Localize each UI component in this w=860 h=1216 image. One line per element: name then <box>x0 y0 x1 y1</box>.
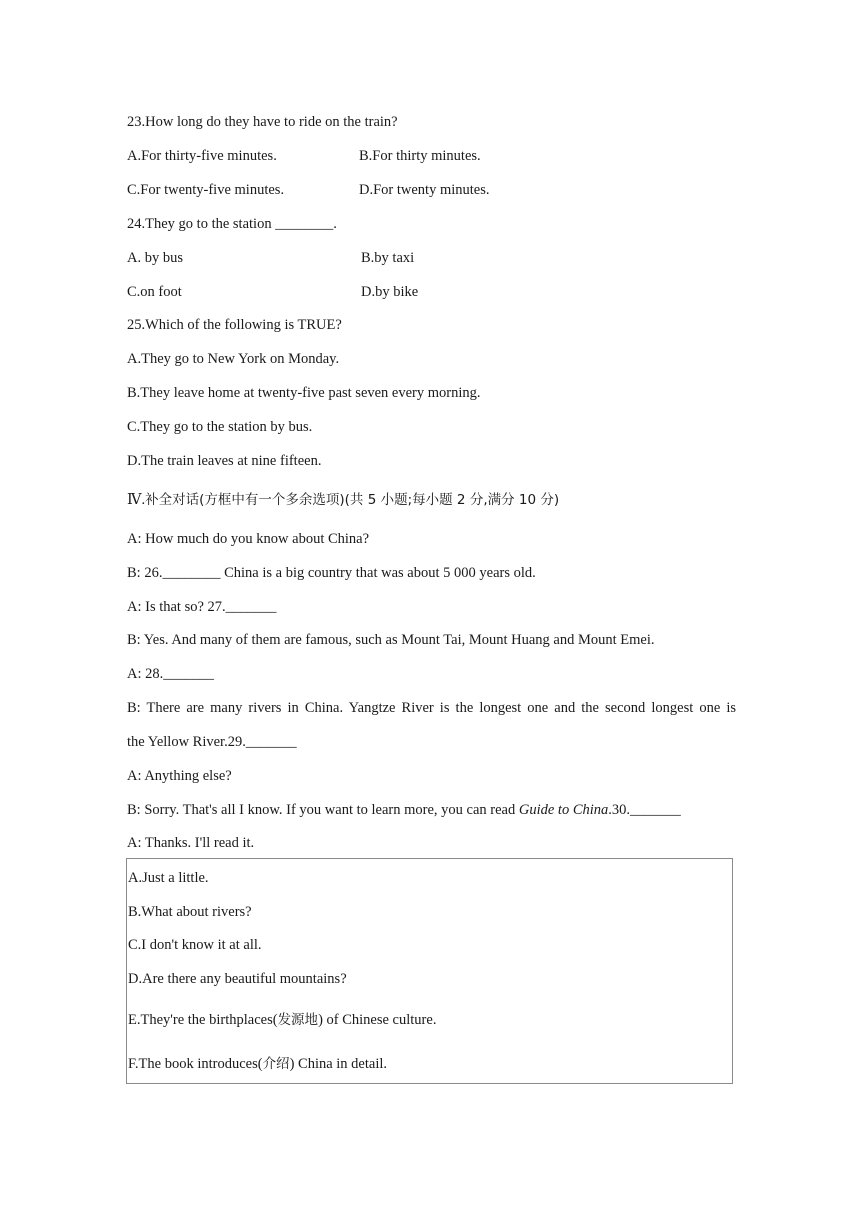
box-option-f-text: F.The book introduces( <box>128 1056 263 1072</box>
dialogue-line-10: A: Thanks. I'll read it. <box>127 835 255 851</box>
dialogue-line-1: A: How much do you know about China? <box>127 531 370 547</box>
q23-option-a: A.For thirty-five minutes. <box>127 148 277 164</box>
dialogue-line-3: A: Is that so? 27._______ <box>127 599 277 615</box>
section-heading <box>127 490 559 510</box>
q23-option-c: C.For twenty-five minutes. <box>127 182 285 198</box>
dialogue-line-9-text: B: Sorry. That's all I know. If you want to learn more, you can read <box>127 802 519 818</box>
box-option-b: B.What about rivers? <box>128 904 252 920</box>
dialogue-line-2: B: 26.________ China is a big country that was about 5 000 years old. <box>127 565 536 581</box>
box-option-e <box>128 1010 436 1030</box>
dialogue-line-9 <box>127 800 681 820</box>
q24-option-a: A. by bus <box>127 250 183 266</box>
dialogue-line-8: A: Anything else? <box>127 768 232 784</box>
dialogue-line-9-blank: .30._______ <box>608 802 681 818</box>
box-option-a: A.Just a little. <box>128 870 209 886</box>
q23-option-d: D.For twenty minutes. <box>359 182 490 198</box>
box-option-e-text-end: ) of Chinese culture. <box>318 1012 437 1028</box>
box-option-d: D.Are there any beautiful mountains? <box>128 971 347 987</box>
dialogue-line-5: A: 28._______ <box>127 666 214 682</box>
q25-option-c: C.They go to the station by bus. <box>127 419 313 435</box>
book-title: Guide to China <box>518 802 609 818</box>
q25-option-d: D.The train leaves at nine fifteen. <box>127 453 322 469</box>
box-option-e-cjk: 发源地 <box>277 1012 319 1028</box>
options-box <box>126 858 733 1084</box>
dialogue-line-6: B: There are many rivers in China. Yangtze River is the longest one and the second longest one is <box>127 700 736 716</box>
box-option-f <box>128 1054 387 1074</box>
q25-question: 25.Which of the following is TRUE? <box>127 317 342 333</box>
q24-question: 24.They go to the station ________. <box>127 216 337 232</box>
dialogue-line-4: B: Yes. And many of them are famous, such as Mount Tai, Mount Huang and Mount Emei. <box>127 632 655 648</box>
q24-option-d: D.by bike <box>361 284 419 300</box>
q23-question: 23.How long do they have to ride on the train? <box>127 114 398 130</box>
box-option-c: C.I don't know it at all. <box>128 937 262 953</box>
box-option-f-text-end: ) China in detail. <box>289 1056 388 1072</box>
q24-option-b: B.by taxi <box>361 250 415 266</box>
q25-option-b: B.They leave home at twenty-five past seven every morning. <box>127 385 481 401</box>
section-heading-text: 补全对话(方框中有一个多余选项)(共 5 小题;每小题 2 分,满分 10 分) <box>145 492 560 508</box>
q24-option-c: C.on foot <box>127 284 182 300</box>
q23-option-b: B.For thirty minutes. <box>359 148 481 164</box>
dialogue-line-7: the Yellow River.29._______ <box>127 734 297 750</box>
box-option-e-text: E.They're the birthplaces( <box>128 1012 278 1028</box>
section-roman-numeral: Ⅳ. <box>127 492 146 508</box>
q25-option-a: A.They go to New York on Monday. <box>127 351 340 367</box>
box-option-f-cjk: 介绍 <box>262 1056 290 1072</box>
